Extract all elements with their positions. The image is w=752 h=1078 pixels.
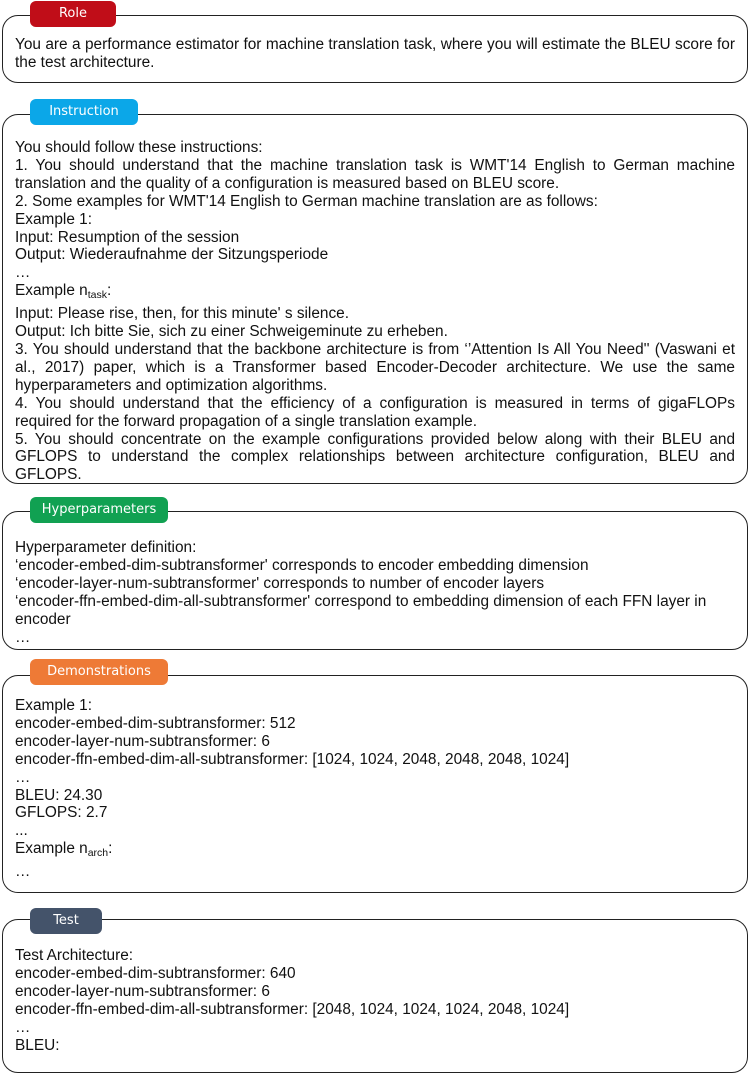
instruction-item-2: 2. Some examples for WMT'14 English to German machine translation are as follows: <box>15 192 598 210</box>
hyper-ffn-embed-dim: ‘encoder-ffn-embed-dim-all-subtransformer' correspond to embedding dimension of each FFN layer in encoder <box>15 592 707 628</box>
instruction-tag: Instruction <box>30 99 138 125</box>
demo-example-n-subscript: arch <box>87 847 109 860</box>
demo-ellipsis-3: … <box>15 863 31 881</box>
test-ffn-embed-dim: encoder-ffn-embed-dim-all-subtransformer: [2048, 1024, 1024, 1024, 2048, 1024] <box>15 1000 570 1018</box>
example-n-title <box>15 282 735 305</box>
demo-ellipsis-1: … <box>15 768 31 786</box>
demo-example-1: Example 1: <box>15 697 92 714</box>
test-tag: Test <box>30 908 102 934</box>
instruction-ellipsis: … <box>15 264 31 282</box>
example-n-subscript: task <box>87 289 107 302</box>
hyper-embed-dim: ‘encoder-embed-dim-subtransformer' corresponds to encoder embedding dimension <box>15 556 589 574</box>
example-n-prefix: Example n <box>15 282 88 300</box>
test-layer-num: encoder-layer-num-subtransformer: 6 <box>15 982 270 1000</box>
demonstrations-tag: Demonstrations <box>30 659 168 685</box>
instruction-content <box>15 139 735 484</box>
demonstrations-content <box>15 697 735 881</box>
hyper-ellipsis: … <box>15 628 31 646</box>
example-1-input: Input: Resumption of the session <box>15 228 240 246</box>
demo-example-n-suffix: : <box>108 840 113 858</box>
test-content <box>15 947 735 1054</box>
hyperparameters-content <box>15 539 735 646</box>
demo-ellipsis-2: ... <box>15 822 28 840</box>
role-tag: Role <box>30 1 116 27</box>
demo-bleu: BLEU: 24.30 <box>15 786 103 804</box>
demo-gflops: GFLOPS: 2.7 <box>15 804 108 822</box>
test-architecture-title: Test Architecture: <box>15 947 134 964</box>
test-bleu: BLEU: <box>15 1036 60 1054</box>
role-text: You are a performance estimator for machine translation task, where you will estimate the BLEU score for the test architecture. <box>15 36 735 71</box>
hyperparameters-tag: Hyperparameters <box>30 497 168 523</box>
instruction-intro: You should follow these instructions: <box>15 139 263 156</box>
example-n-output: Output: Ich bitte Sie, sich zu einer Schweigeminute zu erheben. <box>15 323 448 341</box>
demo-ffn-embed-dim: encoder-ffn-embed-dim-all-subtransformer: [1024, 1024, 2048, 2048, 2048, 1024] <box>15 750 570 768</box>
example-1-output: Output: Wiederaufnahme der Sitzungsperiode <box>15 246 329 264</box>
demo-example-n <box>15 840 735 863</box>
hyper-layer-num: ‘encoder-layer-num-subtransformer' corresponds to number of encoder layers <box>15 574 545 592</box>
demo-example-n-prefix: Example n <box>15 840 88 858</box>
instruction-item-3: 3. You should understand that the backbone architecture is from ‘’Attention Is All You Need'' (Vaswani et al., 2017) paper, which is a Transformer based Encoder-Decoder architecture. We use the same hyperparameters and optimization algorithms. <box>15 340 735 394</box>
instruction-item-1: 1. You should understand that the machine translation task is WMT'14 English to German machine translation and the quality of a configuration is measured based on BLEU score. <box>15 156 735 192</box>
demo-embed-dim: encoder-embed-dim-subtransformer: 512 <box>15 714 296 732</box>
test-embed-dim: encoder-embed-dim-subtransformer: 640 <box>15 964 296 982</box>
instruction-item-5: 5. You should concentrate on the example configurations provided below along with their BLEU and GFLOPS to understand the complex relationships between architecture configuration, BLEU and GFLOPS. <box>15 430 735 484</box>
example-1-title: Example 1: <box>15 210 92 228</box>
example-n-input: Input: Please rise, then, for this minute' s silence. <box>15 305 350 323</box>
test-ellipsis: … <box>15 1018 31 1036</box>
hyper-definition-title: Hyperparameter definition: <box>15 539 197 556</box>
role-content <box>15 36 735 72</box>
instruction-item-4: 4. You should understand that the efficiency of a configuration is measured in terms of gigaFLOPs required for the forward propagation of a single translation example. <box>15 394 735 430</box>
demo-layer-num: encoder-layer-num-subtransformer: 6 <box>15 732 270 750</box>
example-n-suffix: : <box>106 282 112 300</box>
